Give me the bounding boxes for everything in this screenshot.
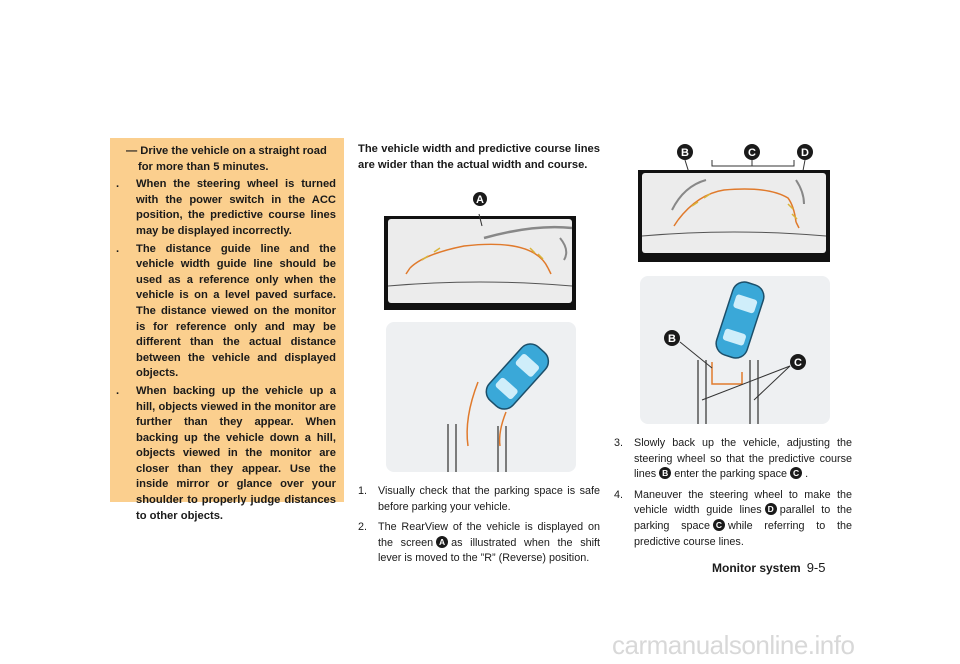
step-2: 2. The RearView of the vehicle is displayed on the screen A as illustrated when the shift lever is moved to the ”R” (Reverse) position. (358, 521, 601, 565)
bullet-mark: . (116, 384, 120, 397)
warning-bullet: . When the steering wheel is turned with the power switch in the ACC position, the predictive course lines may be displayed incorrectly. (116, 178, 336, 237)
callout-d-inline: D (765, 503, 777, 515)
callout-a-inline: A (436, 536, 448, 548)
watermark: carmanualsonline.info (612, 630, 855, 660)
bullet-mark: . (116, 242, 120, 255)
parking-scene-illustration-2 (640, 276, 830, 424)
callout-c-label: C (748, 147, 756, 159)
callout-a-label: A (476, 194, 484, 206)
parking-scene-illustration-1 (386, 322, 576, 472)
callout-b-label: B (681, 147, 689, 159)
warning-bullet: . When backing up the vehicle up a hill, objects viewed in the monitor are further than they appear. When backing up the vehicle down a hill, objects viewed in the monitor are closer than they appear. Use the inside mirror or glance over your shoulder to properly judge distances to other objects. (116, 384, 336, 522)
middle-heading: The vehicle width and predictive course lines are wider than the actual width and course. (358, 143, 600, 171)
middle-steps (358, 484, 600, 572)
warning-sub-item: — Drive the vehicle on a straight road for more than 5 minutes. (126, 145, 327, 173)
page-footer (712, 560, 825, 575)
section-title: Monitor system (712, 561, 801, 575)
step-1: 1. Visually check that the parking space is safe before parking your vehicle. (358, 485, 600, 513)
callout-b-label: B (668, 333, 676, 345)
bullet-mark: . (116, 178, 120, 191)
warning-bullet: . The distance guide line and the vehicle width guide line should be used as a reference only when the vehicle is on a level paved surface. The distance viewed on the monitor is for reference only and may be different than the actual distance between the vehicle and displayed objects. (116, 242, 336, 380)
page-number: 9-5 (806, 560, 826, 575)
step-4: 4. Maneuver the steering wheel to make the vehicle width guide lines D parallel to the parking space C while referring to the predictive course lines. (614, 488, 853, 548)
callout-d-label: D (801, 147, 809, 159)
step-3: 3. Slowly back up the vehicle, adjusting the steering wheel so that the predictive course lines B enter the parking space C . (614, 437, 852, 481)
right-steps (614, 436, 852, 555)
callout-b-inline: B (659, 467, 671, 479)
callout-c-label: C (794, 357, 802, 369)
rearview-screen-illustration-a (384, 188, 578, 312)
callout-c-inline: C (790, 467, 802, 479)
callout-c-inline: C (713, 519, 725, 531)
rearview-screen-illustration-bcd (638, 140, 832, 264)
warning-text (118, 144, 336, 524)
